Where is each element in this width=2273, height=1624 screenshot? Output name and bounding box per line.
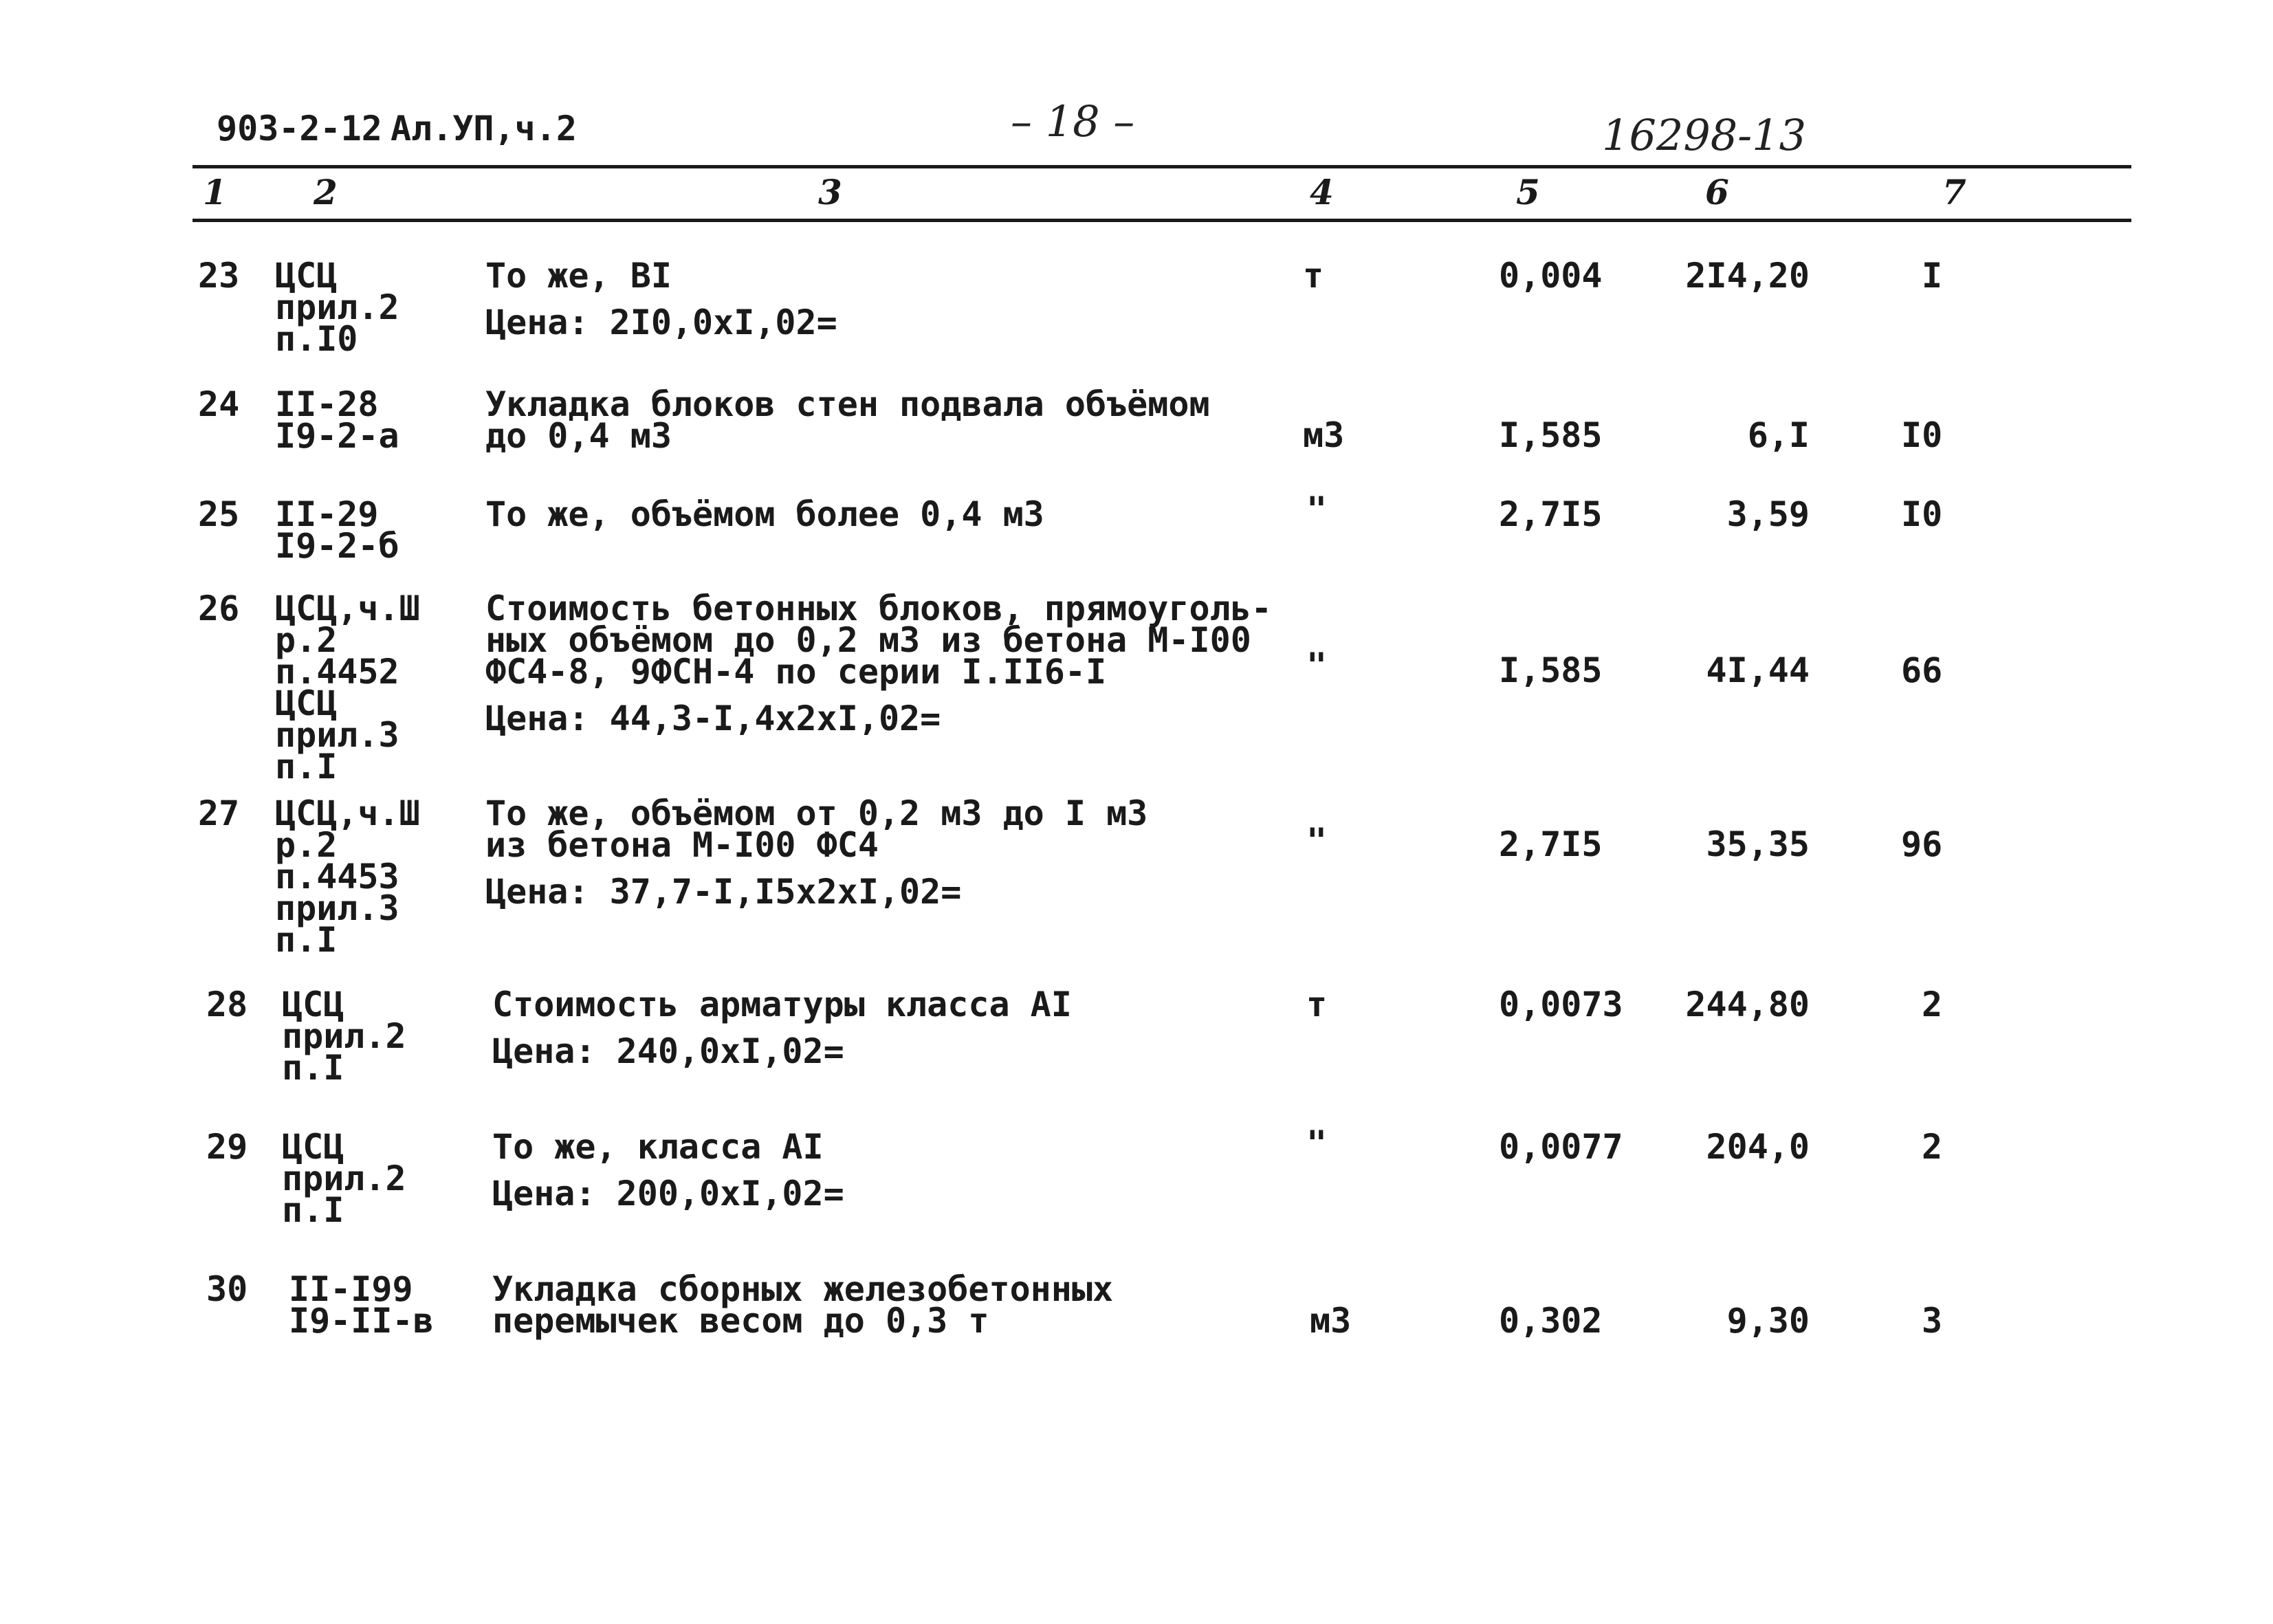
album-reference: Ал.УП,ч.2 — [391, 109, 577, 149]
work-description — [492, 985, 1072, 1071]
unit-price: 3,59 — [1726, 494, 1810, 534]
row-number: 26 — [198, 589, 240, 628]
row-number: 29 — [206, 1127, 248, 1167]
reference-line: I9-II-в — [289, 1301, 434, 1341]
reference-line: р.2 — [275, 825, 338, 865]
work-description — [492, 1269, 1114, 1341]
table-header-rule — [193, 219, 2131, 222]
description-line: То же, BI — [485, 256, 672, 296]
reference-line: ЦСЦ — [282, 985, 344, 1024]
unit-price: 204,0 — [1706, 1127, 1810, 1167]
row-number: 25 — [198, 494, 240, 534]
row-number: 24 — [198, 384, 240, 424]
reference-line: прил.2 — [282, 1016, 406, 1056]
unit: " — [1306, 821, 1328, 861]
norm-reference — [289, 1269, 434, 1341]
quantity: 2,7I5 — [1499, 824, 1603, 864]
work-description — [492, 1127, 844, 1214]
reference-line: п.I — [282, 1190, 344, 1230]
page-number: – 18 – — [1011, 96, 1135, 146]
unit-price: 4I,44 — [1706, 650, 1810, 690]
price-formula: Цена: 44,3-I,4х2хI,02= — [485, 699, 941, 738]
norm-reference — [282, 1127, 406, 1230]
reference-line: п.I — [275, 747, 338, 787]
total-cost: 96 — [1901, 824, 1943, 864]
description-line: из бетона М-I00 ФС4 — [485, 825, 879, 865]
unit-price: 35,35 — [1706, 824, 1810, 864]
price-formula: Цена: 2I0,0хI,02= — [485, 303, 837, 342]
reference-line: ЦСЦ — [275, 256, 338, 296]
norm-reference — [275, 384, 399, 456]
description-line: То же, класса АI — [492, 1127, 824, 1167]
norm-reference — [282, 985, 406, 1088]
price-formula: Цена: 240,0хI,02= — [492, 1031, 844, 1071]
unit: т — [1306, 985, 1328, 1024]
description-line: Стоимость бетонных блоков, прямоуголь- — [485, 589, 1272, 628]
total-cost: I0 — [1901, 415, 1943, 455]
reference-line: ЦСЦ,ч.Ш — [275, 793, 420, 833]
reference-line: прил.3 — [275, 715, 399, 755]
quantity: I,585 — [1499, 415, 1603, 455]
total-cost: 3 — [1922, 1301, 1943, 1341]
unit-price: 6,I — [1747, 415, 1810, 455]
handwritten-number: 16298-13 — [1602, 110, 1807, 160]
row-number: 23 — [198, 256, 240, 296]
column-header-7: 7 — [1942, 172, 1966, 212]
description-line: ФС4-8, 9ФСН-4 по серии I.II6-I — [485, 652, 1107, 692]
norm-reference — [275, 494, 399, 566]
norm-reference — [275, 589, 420, 787]
total-cost: I0 — [1901, 494, 1943, 534]
column-header-2: 2 — [314, 172, 338, 212]
row-number: 30 — [206, 1269, 248, 1309]
unit-price: 244,80 — [1685, 985, 1810, 1024]
total-cost: 66 — [1901, 650, 1943, 690]
quantity: 0,0073 — [1499, 985, 1623, 1024]
unit: " — [1306, 646, 1328, 685]
work-description — [485, 793, 1148, 912]
unit: м3 — [1303, 415, 1345, 455]
quantity: I,585 — [1499, 650, 1603, 690]
column-header-4: 4 — [1310, 172, 1334, 212]
norm-reference — [275, 793, 420, 960]
description-line: Укладка блоков стен подвала объёмом — [485, 384, 1210, 424]
doc-code: 903-2-12 — [217, 109, 382, 149]
quantity: 0,004 — [1499, 256, 1603, 296]
unit: м3 — [1310, 1301, 1352, 1341]
reference-line: ЦСЦ — [282, 1127, 344, 1167]
unit: " — [1306, 1123, 1328, 1163]
total-cost: I — [1922, 256, 1943, 296]
reference-line: II-I99 — [289, 1269, 413, 1309]
total-cost: 2 — [1922, 1127, 1943, 1167]
price-formula: Цена: 200,0хI,02= — [492, 1174, 844, 1214]
description-line: ных объёмом до 0,2 м3 из бетона М-I00 — [485, 620, 1251, 660]
row-number: 27 — [198, 793, 240, 833]
reference-line: п.I0 — [275, 319, 358, 359]
price-formula: Цена: 37,7-I,I5х2хI,02= — [485, 872, 962, 912]
unit: " — [1306, 490, 1328, 529]
quantity: 0,0077 — [1499, 1127, 1623, 1167]
description-line: Укладка сборных железобетонных — [492, 1269, 1114, 1309]
work-description — [485, 256, 837, 342]
column-header-5: 5 — [1516, 172, 1540, 212]
column-header-6: 6 — [1705, 172, 1729, 212]
reference-line: I9-2-а — [275, 416, 399, 456]
reference-line: ЦСЦ — [275, 683, 338, 723]
column-header-1: 1 — [203, 172, 227, 212]
reference-line: п.I — [282, 1048, 344, 1088]
quantity: 2,7I5 — [1499, 494, 1603, 534]
total-cost: 2 — [1922, 985, 1943, 1024]
norm-reference — [275, 256, 399, 359]
reference-line: I9-2-б — [275, 526, 399, 566]
reference-line: II-29 — [275, 494, 379, 534]
unit: т — [1303, 256, 1324, 296]
unit-price: 2I4,20 — [1685, 256, 1810, 296]
reference-line: прил.2 — [275, 287, 399, 327]
row-number: 28 — [206, 985, 248, 1024]
description-line: То же, объёмом от 0,2 м3 до I м3 — [485, 793, 1148, 833]
quantity: 0,302 — [1499, 1301, 1603, 1341]
reference-line: р.2 — [275, 620, 338, 660]
reference-line: п.4453 — [275, 857, 399, 897]
column-header-3: 3 — [818, 172, 842, 212]
table-top-rule — [193, 165, 2131, 168]
reference-line: прил.2 — [282, 1159, 406, 1198]
work-description — [485, 494, 1044, 534]
description-line: То же, объёмом более 0,4 м3 — [485, 494, 1044, 534]
unit-price: 9,30 — [1726, 1301, 1810, 1341]
reference-line: п.4452 — [275, 652, 399, 692]
description-line: перемычек весом до 0,3 т — [492, 1301, 989, 1341]
work-description — [485, 384, 1210, 456]
description-line: Стоимость арматуры класса АI — [492, 985, 1072, 1024]
reference-line: ЦСЦ,ч.Ш — [275, 589, 420, 628]
description-line: до 0,4 м3 — [485, 416, 672, 456]
reference-line: п.I — [275, 920, 338, 960]
reference-line: прил.3 — [275, 888, 399, 928]
reference-line: II-28 — [275, 384, 379, 424]
work-description — [485, 589, 1272, 738]
